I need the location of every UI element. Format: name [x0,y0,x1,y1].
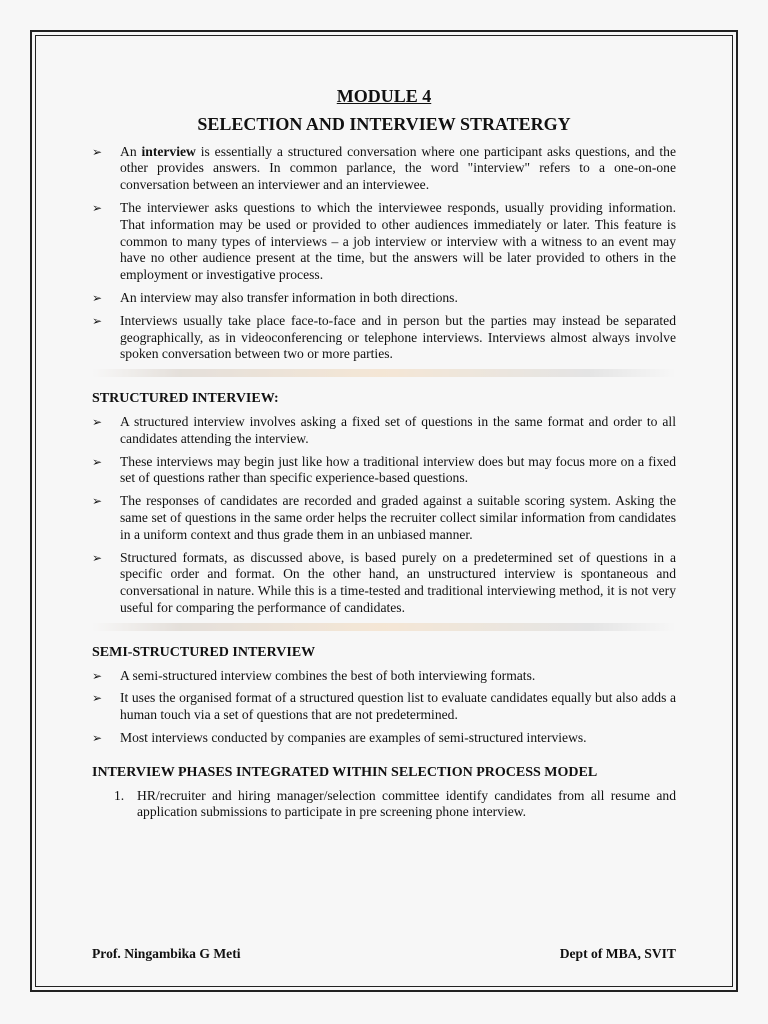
arrow-bullet-icon: ➢ [92,691,103,706]
structured-list [92,414,676,617]
list-item: ➢ Most interviews conducted by companies are examples of semi-structured interviews. [92,729,587,745]
arrow-bullet-icon: ➢ [92,494,103,509]
list-item: 1. HR/recruiter and hiring manager/selection committee identify candidates from all resume and application submissions to participate in pre screening phone interview. [114,787,676,820]
document-page [92,88,676,821]
arrow-bullet-icon: ➢ [92,313,103,328]
structured-interview-heading: STRUCTURED INTERVIEW: [92,391,279,407]
arrow-bullet-icon: ➢ [92,668,103,683]
list-item: ➢ A structured interview involves asking a fixed set of questions in the same format and order to all candidates attending the interview. [92,413,676,446]
footer-department: Dept of MBA, SVIT [559,946,676,961]
arrow-bullet-icon: ➢ [92,144,103,159]
list-number: 1. [114,787,125,803]
arrow-bullet-icon: ➢ [92,454,103,469]
list-item: ➢ An interview is essentially a structured conversation where one participant asks questions, and the other provides answers. In common parlance, the word "interview" refers to a one-on-one conversation between an interviewer and an interviewee. [92,143,677,193]
list-item: ➢ Structured formats, as discussed above, is based purely on a predetermined set of questions in a specific order and format. On the other hand, an unstructured interview is spontaneous and conversational in nature. While this is a time-tested and traditional interviewing method, it is not very useful for comparing the performance of candidates. [92,549,676,615]
footer-author: Prof. Ningambika G Meti [92,946,241,961]
list-item: ➢ An interview may also transfer information in both directions. [92,289,458,305]
interview-phases-list [92,788,676,822]
intro-list [92,144,676,364]
list-item: ➢ The interviewer asks questions to which the interviewee responds, usually providing information. That information may be used or provided to other audiences immediately or later. This feature is common to many types of interviews – a job interview or interview with a witness to an event may have no other audience present at the time, but the answers will be later provided to others in the employment or investigative process. [92,199,676,283]
main-title: SELECTION AND INTERVIEW STRATERGY [197,113,571,134]
arrow-bullet-icon: ➢ [92,730,103,745]
arrow-bullet-icon: ➢ [92,550,103,565]
arrow-bullet-icon: ➢ [92,414,103,429]
scan-artifact-strip [92,623,676,631]
arrow-bullet-icon: ➢ [92,200,103,215]
list-item: ➢ A semi-structured interview combines the best of both interviewing formats. [92,667,536,683]
arrow-bullet-icon: ➢ [92,290,103,305]
list-item: ➢ The responses of candidates are recorded and graded against a suitable scoring system. Asking the same set of questions in the same order helps the recruiter collect similar information from candidates in a uniform context and thus grade them in an unbiased manner. [92,493,676,542]
module-title: MODULE 4 [336,86,432,106]
list-item: ➢ These interviews may begin just like how a traditional interview does but may focus more on a fixed set of questions rather than specific experience-based questions. [92,453,676,486]
page-footer [92,946,676,962]
interview-phases-heading: INTERVIEW PHASES INTEGRATED WITHIN SELECTION PROCESS MODEL [92,764,598,780]
term-interview: interview [141,143,196,159]
semi-structured-list [92,668,676,747]
list-item: ➢ It uses the organised format of a structured question list to evaluate candidates equally but also adds a human touch via a set of questions that are not predetermined. [92,690,676,723]
list-item: ➢ Interviews usually take place face-to-face and in person but the parties may instead be separated geographically, as in videoconferencing or telephone interviews. Interviews almost always involve spoken conversation between two or more parties. [92,312,676,362]
scan-artifact-strip [92,369,676,377]
semi-structured-interview-heading: SEMI-STRUCTURED INTERVIEW [92,644,316,660]
